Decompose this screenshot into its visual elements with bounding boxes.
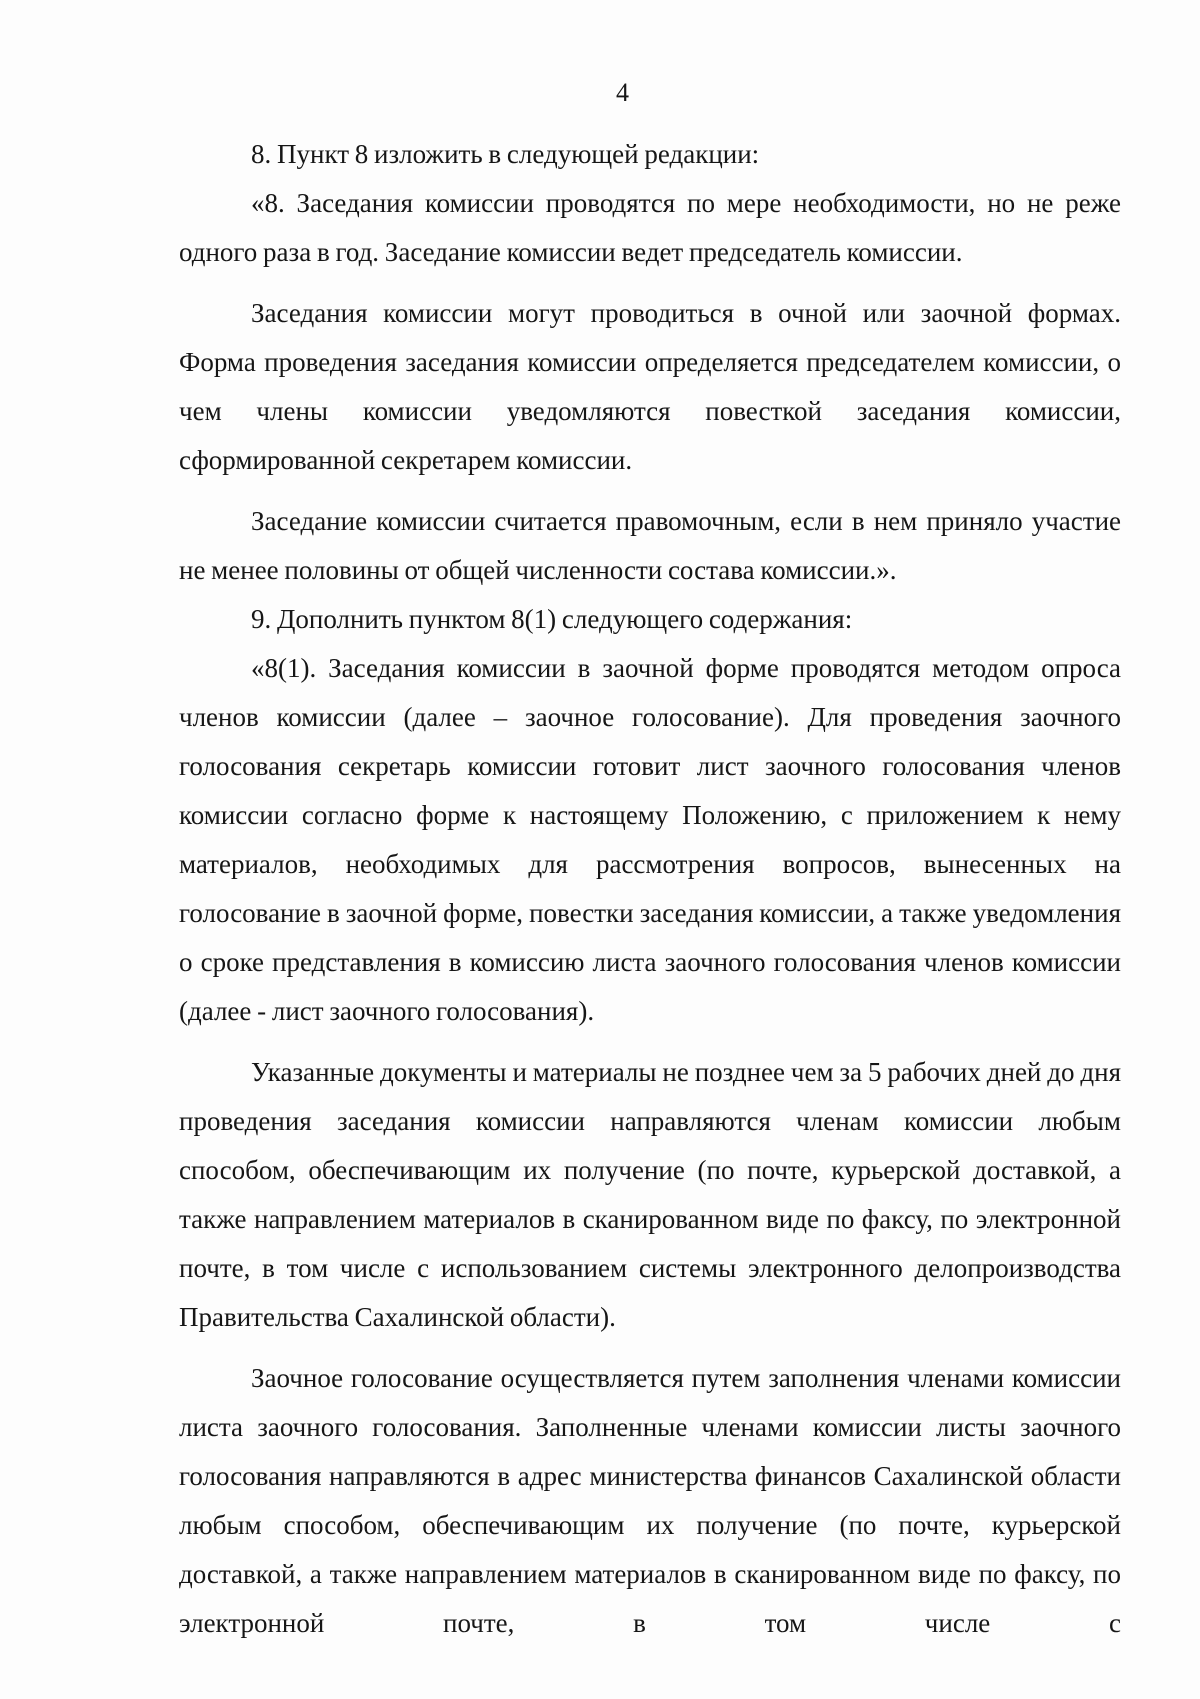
paragraph-add-item-8-1: 9. Дополнить пунктом 8(1) следующего содержания: xyxy=(251,604,853,634)
paragraph-quorum: Заседание комиссии считается правомочным, если в нем приняло участие не менее половины от общей численности состава комиссии.». xyxy=(179,506,1121,585)
page-number: 4 xyxy=(616,78,629,107)
paragraph-meeting-forms: Заседания комиссии могут проводиться в очной или заочной формах. Форма проведения заседания комиссии определяется председателем комиссии, о чем члены комиссии уведомляются повесткой заседания комиссии, сформированной секретарем комиссии. xyxy=(179,298,1121,475)
paragraph-item-8-text: «8. Заседания комиссии проводятся по мере необходимости, но не реже одного раза в год. Заседание комиссии ведет председатель комиссии. xyxy=(179,188,1121,267)
paragraph-documents-delivery: Указанные документы и материалы не позднее чем за 5 рабочих дней до дня проведения заседания комиссии направляются членам комиссии любым способом, обеспечивающим их получение (по почте, курьерской доставкой, а также направлением материалов в сканированном виде по факсу, по электронной почте, в том числе с использованием системы электронного делопроизводства Правительства Сахалинской области). xyxy=(179,1057,1121,1332)
paragraph-item-8-1-text: «8(1). Заседания комиссии в заочной форме проводятся методом опроса членов комиссии (далее – заочное голосование). Для проведения заочного голосования секретарь комиссии готовит лист заочного голосования членов комиссии согласно форме к настоящему Положению, с приложением к нему материалов, необходимых для рассмотрения вопросов, вынесенных на голосование в заочной форме, повестки заседания комиссии, а также уведомления о сроке представления в комиссию листа заочного голосования членов комиссии (далее - лист заочного голосования). xyxy=(179,653,1121,1026)
paragraph-absentee-voting: Заочное голосование осуществляется путем заполнения членами комиссии листа заочного голосования. Заполненные членами комиссии листы заочного голосования направляются в адрес министерства финансов Сахалинской области любым способом, обеспечивающим их получение (по почте, курьерской доставкой, а также направлением материалов в сканированном виде по факсу, по электронной почте, в том числе с xyxy=(179,1363,1121,1638)
document-body xyxy=(179,130,1121,1648)
paragraph-amend-item-8: 8. Пункт 8 изложить в следующей редакции: xyxy=(251,139,760,169)
